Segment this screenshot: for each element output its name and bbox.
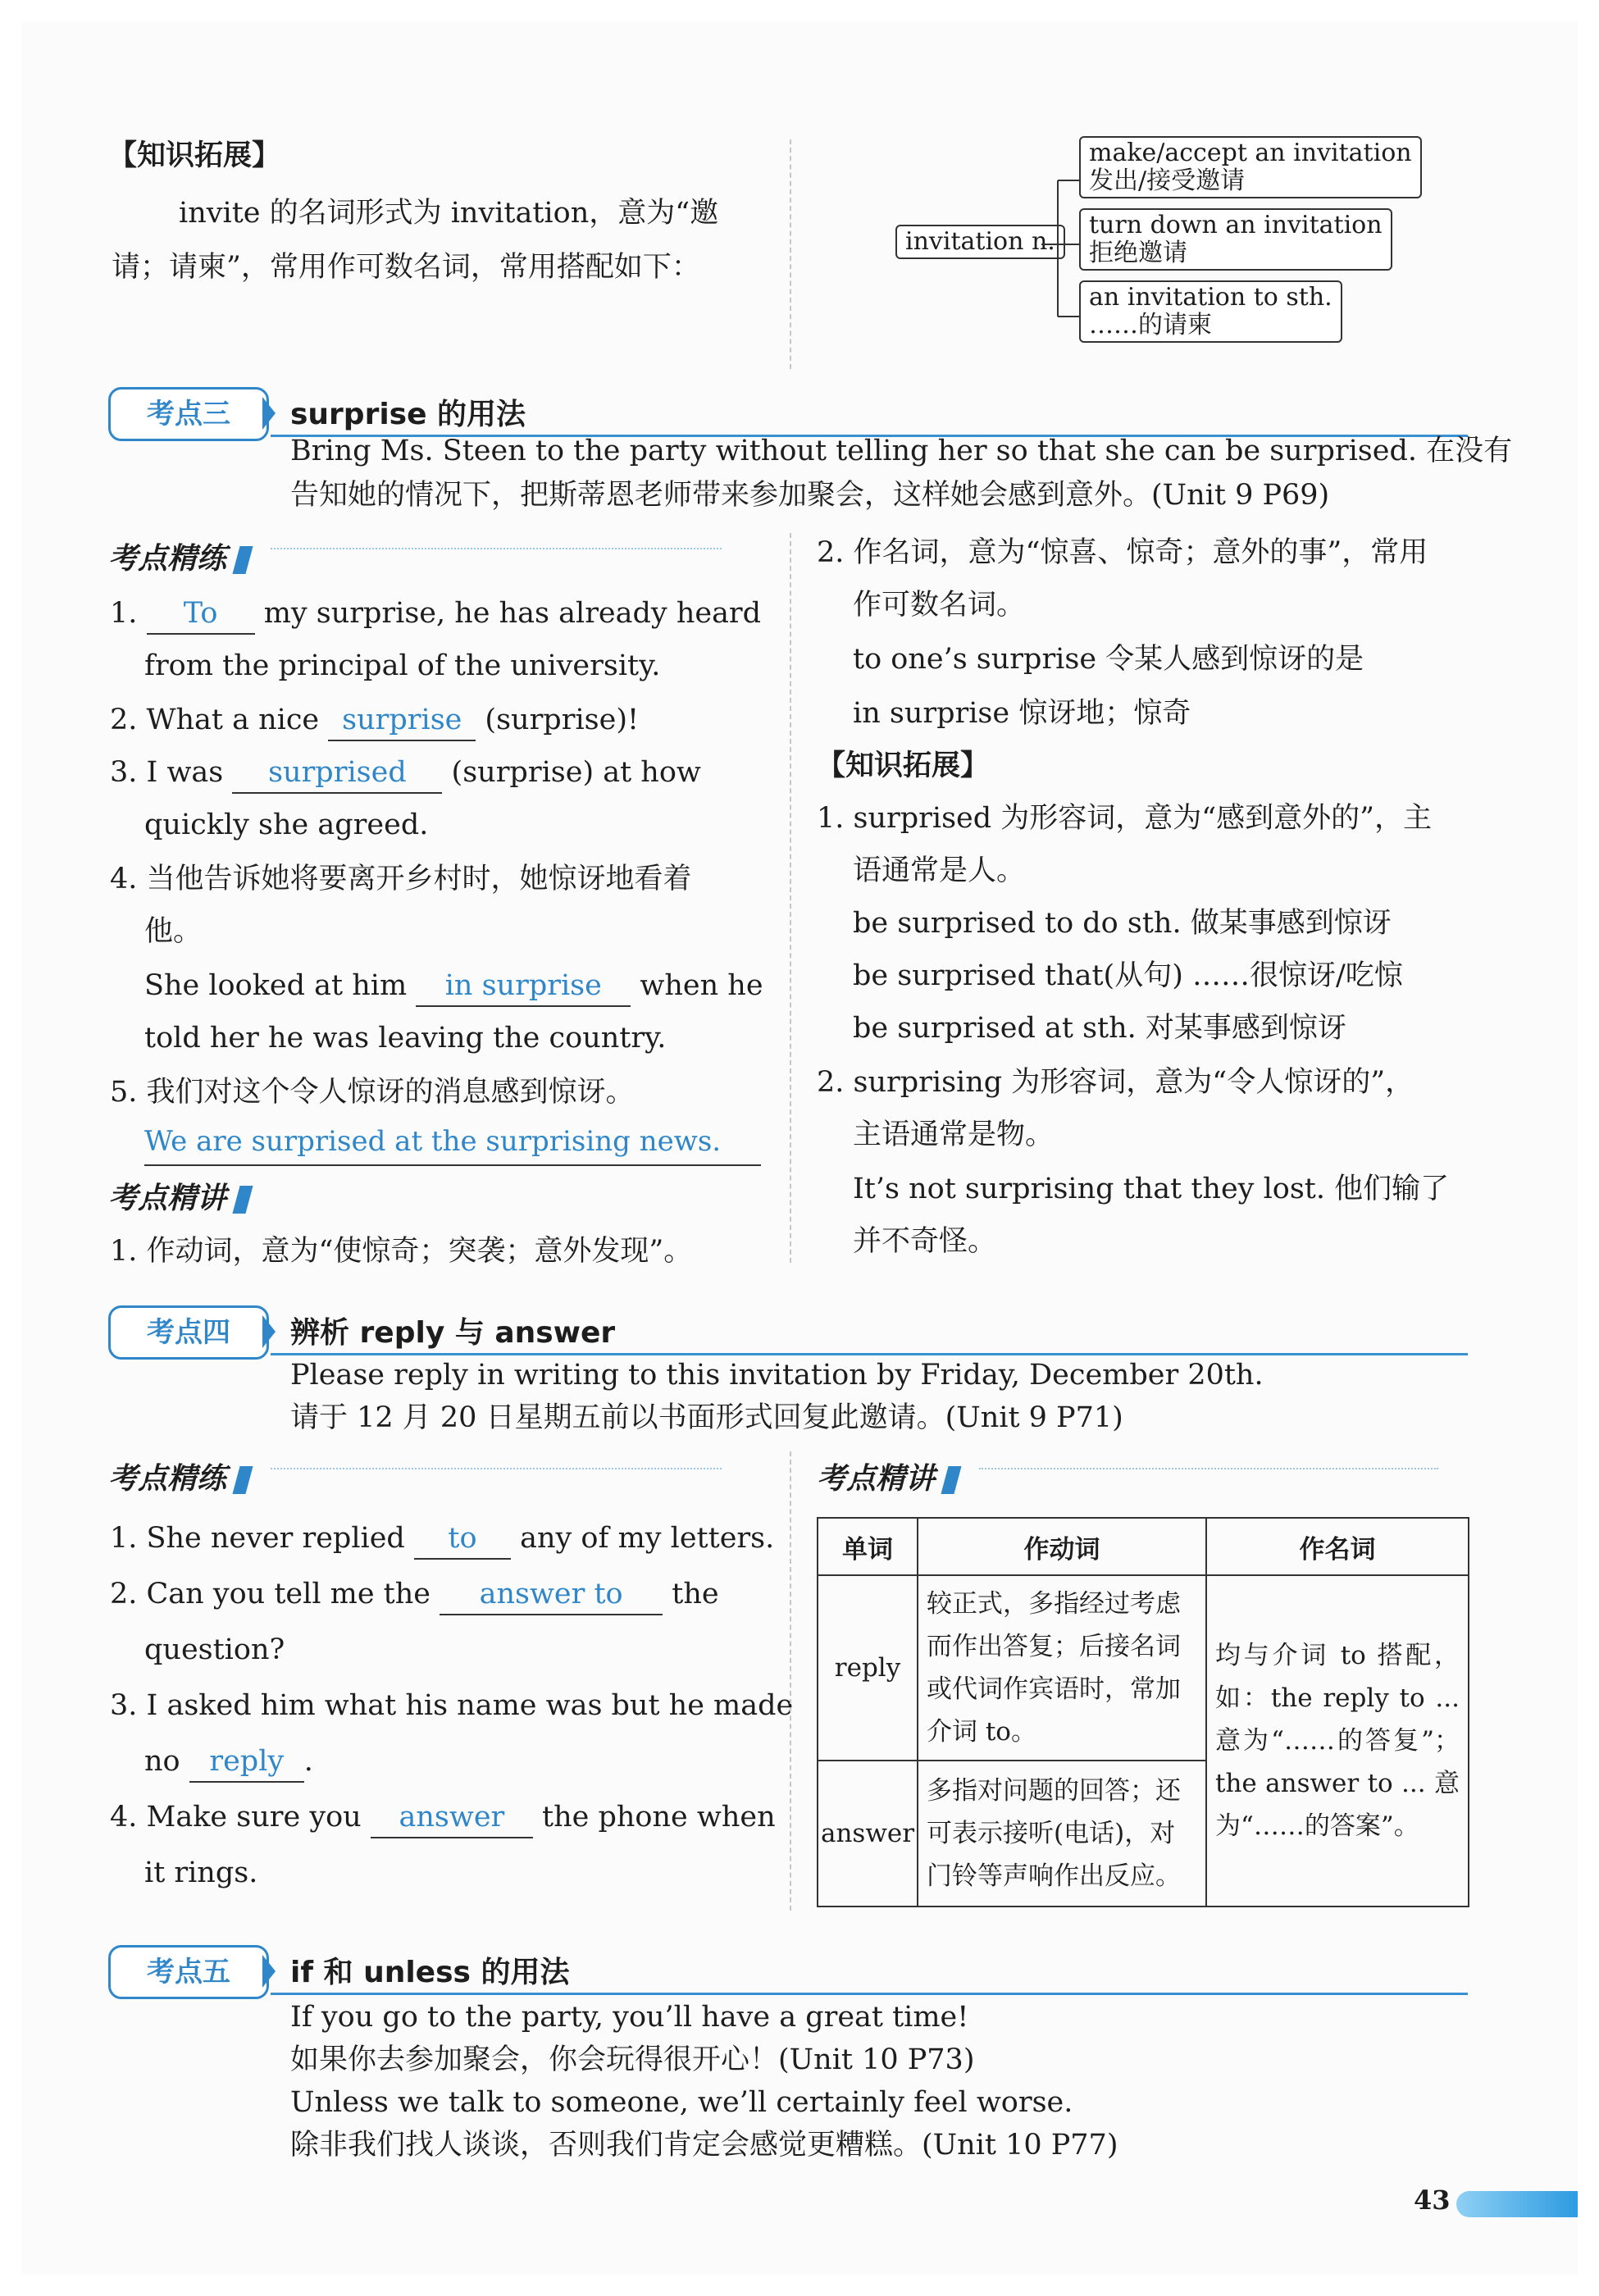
example-cn: 告知她的情况下，把斯蒂恩老师带来参加聚会，这样她会感到意外。(Unit 9 P69) xyxy=(290,479,1330,512)
question-4-cont: told her he was leaving the country. xyxy=(144,1022,667,1055)
example-en: Bring Ms. Steen to the party without telling her so that she can be surprised. 在没有 xyxy=(290,435,1513,467)
question-5: 5. 我们对这个令人惊讶的消息感到惊讶。 xyxy=(110,1076,635,1109)
question-2: 2. Can you tell me the answer to the xyxy=(110,1568,719,1620)
explain-item: 作可数名词。 xyxy=(853,589,1026,622)
question-3-cont: no reply . xyxy=(144,1735,313,1788)
mindmap-root: invitation n. xyxy=(895,225,1065,259)
example-cn: 除非我们找人谈谈，否则我们肯定会感觉更糟糕。(Unit 10 P77) xyxy=(290,2129,1118,2162)
answer-blank: to xyxy=(414,1519,511,1560)
question-1: 1. To my surprise, he has already heard xyxy=(110,587,761,640)
mindmap-branch: an invitation to sth. ……的请柬 xyxy=(1079,280,1342,343)
column-divider xyxy=(790,1451,791,1911)
paragraph-line: invite 的名词形式为 invitation，意为“邀 xyxy=(179,197,719,230)
example-en: Please reply in writing to this invitation by Friday, December 20th. xyxy=(290,1359,1264,1392)
explain-item: in surprise 惊讶地；惊奇 xyxy=(853,697,1191,730)
answer-blank: in surprise xyxy=(416,966,631,1007)
explain-title: 考点精讲 xyxy=(108,1173,249,1225)
table-header: 单词 xyxy=(818,1518,918,1575)
question-4-cont: 他。 xyxy=(144,915,203,948)
extension-item: be surprised to do sth. 做某事感到惊讶 xyxy=(853,907,1392,940)
explain-item: 2. 作名词，意为“惊喜、惊奇；意外的事”，常用 xyxy=(817,536,1428,569)
practice-title: 考点精练 xyxy=(108,533,249,585)
question-3: 3. I was surprised (surprise) at how xyxy=(110,746,701,799)
extension-item: be surprised that(从句) ……很惊讶/吃惊 xyxy=(853,959,1403,992)
question-4-cont: it rings. xyxy=(144,1856,258,1889)
question-1: 1. She never replied to any of my letters. xyxy=(110,1512,774,1565)
extension-item: 并不奇怪。 xyxy=(853,1225,997,1258)
explain-item: 1. 作动词，意为“使惊奇；突袭；意外发现”。 xyxy=(110,1235,693,1268)
table-cell: answer xyxy=(818,1761,918,1906)
table-header: 作名词 xyxy=(1206,1518,1469,1575)
question-4-sentence: She looked at him in surprise when he xyxy=(144,959,763,1012)
mindmap-branch: make/accept an invitation 发出/接受邀请 xyxy=(1079,136,1422,198)
kaodian-title: if 和 unless 的用法 xyxy=(290,1956,570,1989)
kaodian-title: surprise 的用法 xyxy=(290,398,526,431)
extension-item: It’s not surprising that they lost. 他们输了 xyxy=(853,1173,1450,1205)
kaodian-tag: 考点三 xyxy=(108,387,269,441)
mindmap-branch: turn down an invitation 拒绝邀请 xyxy=(1079,208,1392,271)
mindmap-connector xyxy=(1041,164,1082,344)
example-en: If you go to the party, you’ll have a great time! xyxy=(290,2001,969,2034)
answer-blank: To xyxy=(147,594,255,635)
answer-blank: reply xyxy=(189,1742,304,1783)
table-cell: 均与介词 to 搭配，如：the reply to ... 意为“……的答复”；the answer to ... 意为“……的答案”。 xyxy=(1206,1575,1469,1906)
question-4: 4. 当他告诉她将要离开乡村时，她惊讶地看着 xyxy=(110,863,692,895)
section-heading: 【知识拓展】 xyxy=(817,749,990,782)
comparison-table xyxy=(817,1517,1469,1907)
answer-blank: surprised xyxy=(232,753,442,794)
extension-item: be surprised at sth. 对某事感到惊讶 xyxy=(853,1012,1346,1045)
extension-item: 1. surprised 为形容词，意为“感到意外的”，主 xyxy=(817,802,1433,835)
kaodian-tag: 考点五 xyxy=(108,1945,269,1999)
answer-blank: answer to xyxy=(440,1574,663,1615)
table-header: 作动词 xyxy=(918,1518,1206,1575)
question-2-cont: question? xyxy=(144,1633,285,1666)
paragraph-line: 请；请柬”，常用作可数名词，常用搭配如下： xyxy=(112,251,700,284)
answer-blank: We are surprised at the surprising news. xyxy=(144,1118,761,1166)
answer-blank: surprise xyxy=(328,700,476,741)
example-cn: 如果你去参加聚会，你会玩得很开心！(Unit 10 P73) xyxy=(290,2043,975,2076)
explain-item: to one’s surprise 令某人感到惊讶的是 xyxy=(853,643,1364,676)
extension-item: 语通常是人。 xyxy=(853,854,1026,887)
page-number-bar xyxy=(1456,2191,1578,2217)
table-cell: reply xyxy=(818,1575,918,1761)
practice-title: 考点精练 xyxy=(108,1453,249,1506)
extension-item: 2. surprising 为形容词，意为“令人惊讶的”， xyxy=(817,1066,1414,1099)
example-en: Unless we talk to someone, we’ll certainly feel worse. xyxy=(290,2086,1073,2119)
explain-title: 考点精讲 xyxy=(817,1453,958,1506)
column-divider xyxy=(790,533,791,1263)
example-cn: 请于 12 月 20 日星期五前以书面形式回复此邀请。(Unit 9 P71) xyxy=(290,1401,1123,1434)
question-3-cont: quickly she agreed. xyxy=(144,809,429,841)
kaodian-title: 辨析 reply 与 answer xyxy=(290,1316,616,1350)
table-cell: 较正式，多指经过考虑而作出答复；后接名词或代词作宾语时，常加介词 to。 xyxy=(918,1575,1206,1761)
title-underline xyxy=(271,1993,1468,1995)
kaodian-tag: 考点四 xyxy=(108,1305,269,1360)
dotted-rule xyxy=(271,548,722,549)
dotted-rule xyxy=(271,1468,722,1469)
dotted-rule xyxy=(979,1468,1438,1469)
extension-item: 主语通常是物。 xyxy=(853,1118,1055,1151)
answer-blank: answer xyxy=(371,1797,533,1838)
page-number: 43 xyxy=(1414,2184,1451,2216)
question-1-cont: from the principal of the university. xyxy=(144,649,661,682)
question-2: 2. What a nice surprise (surprise)! xyxy=(110,694,639,746)
question-3: 3. I asked him what his name was but he made xyxy=(110,1689,794,1722)
table-cell: 多指对问题的回答；还可表示接听(电话)，对门铃等声响作出反应。 xyxy=(918,1761,1206,1906)
question-4: 4. Make sure you answer the phone when xyxy=(110,1791,776,1843)
section-heading: 【知识拓展】 xyxy=(108,139,281,172)
column-divider xyxy=(790,139,791,369)
